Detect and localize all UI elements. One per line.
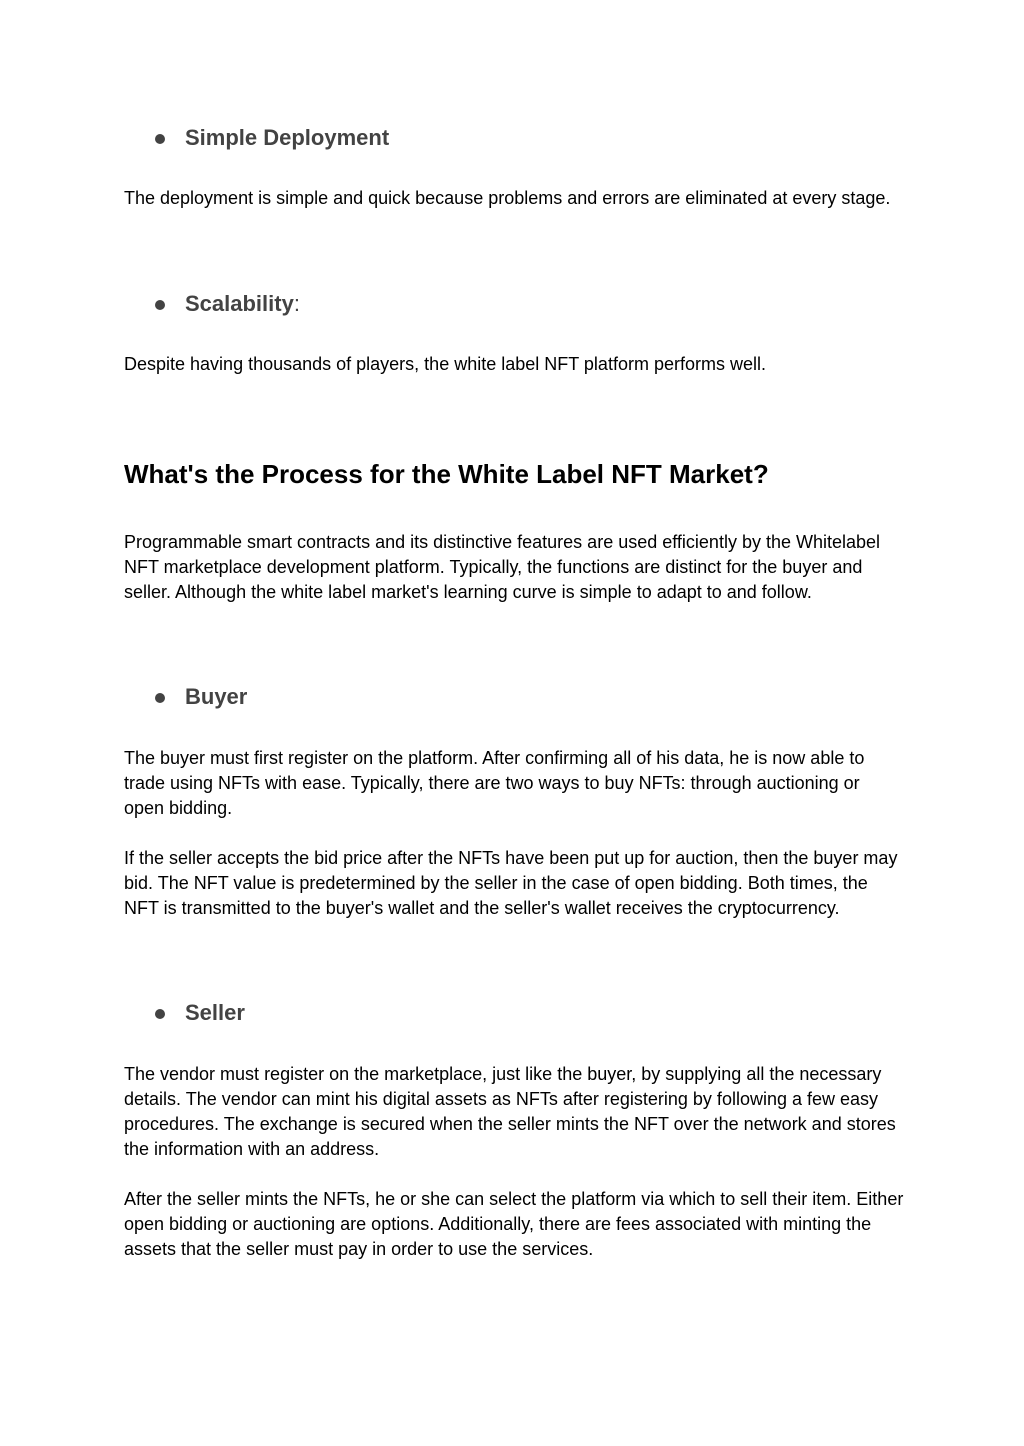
paragraph-buyer-2: If the seller accepts the bid price after the NFTs have been put up for auction, then the buyer may bid. The NFT value is predetermined by the seller in the case of open bidding. Both times, the NFT is transmitted to the buyer's wallet and the seller's wallet receives the cryptocurrency. xyxy=(124,848,898,918)
paragraph-seller-1: The vendor must register on the marketplace, just like the buyer, by supplying all the necessary details. The vendor can mint his digital assets as NFTs after registering by following a few easy procedures. The exchange is secured when the seller mints the NFT over the network and stores the information with an address. xyxy=(124,1064,896,1159)
bullet-heading-buyer xyxy=(155,682,247,712)
bullet-heading-scalability xyxy=(155,289,300,319)
heading-text: Seller xyxy=(185,1000,245,1025)
bullet-icon xyxy=(155,300,165,310)
paragraph-process: Programmable smart contracts and its distinctive features are used efficiently by the Whitelabel NFT marketplace development platform. Typically, the functions are distinct for the buyer and seller. Although the white label market's learning curve is simple to adapt to and follow. xyxy=(124,532,881,602)
paragraph-seller-2: After the seller mints the NFTs, he or she can select the platform via which to sell their item. Either open bidding or auctioning are options. Additionally, there are fees associated with minting the assets that the seller must pay in order to use the services. xyxy=(124,1189,904,1259)
bullet-heading-seller xyxy=(155,998,245,1028)
heading-colon: : xyxy=(293,291,300,316)
bullet-icon xyxy=(155,134,165,144)
heading-text: Scalability xyxy=(185,291,294,316)
bullet-heading-simple-deployment xyxy=(155,123,389,153)
heading-text: Buyer xyxy=(185,684,248,709)
section-heading-process: What's the Process for the White Label NFT Market? xyxy=(124,459,769,489)
paragraph-scalability: Despite having thousands of players, the white label NFT platform performs well. xyxy=(124,354,766,374)
paragraph-simple-deployment: The deployment is simple and quick because problems and errors are eliminated at every stage. xyxy=(124,188,891,208)
bullet-icon xyxy=(155,693,165,703)
heading-text: Simple Deployment xyxy=(185,125,390,150)
bullet-icon xyxy=(155,1009,165,1019)
paragraph-buyer-1: The buyer must first register on the platform. After confirming all of his data, he is now able to trade using NFTs with ease. Typically, there are two ways to buy NFTs: through auctioning or open bidding. xyxy=(124,748,865,818)
